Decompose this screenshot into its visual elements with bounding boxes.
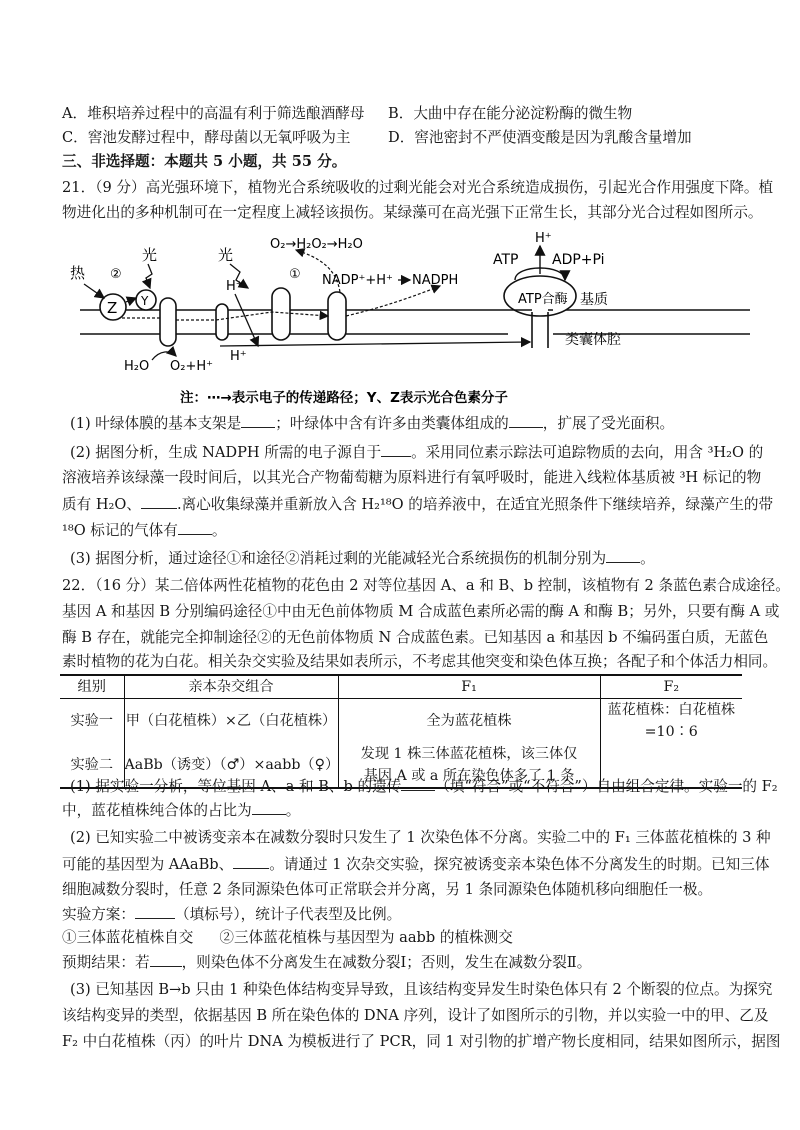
answer-blank[interactable]: [135, 904, 175, 919]
q22-p2-text-c: 。请通过 1 次杂交实验，探究被诱变亲本染色体不分离发生的时期。已知三体: [269, 856, 770, 873]
q21-p1-text-b: ；叶绿体中含有许多由类囊体组成的: [275, 415, 509, 432]
table-row: [60, 699, 742, 744]
cell: 蓝花植株：白花植株=10∶6: [600, 699, 742, 744]
diagram-note: 注：⋯→表示电子的传递路径；Y、Z表示光合色素分子: [180, 390, 508, 406]
option-b: B．大曲中存在能分泌淀粉酶的微生物: [388, 105, 633, 122]
light-label-2: 光: [218, 246, 234, 264]
q22-p1-text-b: （填“符合”或“不符合”）自由组合定律。实验一的 F₂: [435, 778, 778, 795]
answer-blank[interactable]: [606, 548, 640, 563]
lumen-label: 类囊体腔: [565, 332, 621, 348]
atp-label: ATP: [493, 252, 519, 268]
q21-p1-text-a: (1) 叶绿体膜的基本支架是: [70, 415, 242, 432]
section-title: 三、非选择题：本题共 5 小题，共 55 分。: [62, 153, 347, 170]
q22-p1-text-d: 。: [285, 802, 301, 819]
q22-intro-3: 酶 B 存在，就能完全抑制途径②的无色前体物质 N 合成蓝色素。已知基因 a 和基因 b 不编码蛋白质，无蓝色: [62, 629, 769, 646]
cell-line-2: 基因 A 或 a 所在染色体多了 1 条: [363, 768, 575, 784]
q22-p2-text-j: ，则染色体不分离发生在减数分裂Ⅰ；否则，发生在减数分裂Ⅱ。: [181, 954, 592, 971]
h-plus-label-2: H⁺: [230, 349, 247, 364]
y-label: Y: [141, 294, 149, 308]
q21-intro-1: 21．（9 分）高光强环境下，植物光合系统吸收的过剩光能会对光合系统造成损伤，引起光合作用强度下降。植: [62, 179, 774, 196]
q22-part3-line3: F₂ 中白花植株（丙）的叶片 DNA 为模板进行了 PCR，同 1 对引物的扩增产物长度相同，结果如图所示，据图: [62, 1033, 781, 1050]
q21-part2-line1: [70, 442, 763, 463]
h-plus-label-1: H⁺: [226, 279, 243, 294]
q22-part2-line3: 细胞减数分裂时，任意 2 条同源染色体可正常联会并分离，另 1 条同源染色体随机移向细胞任一极。: [62, 881, 713, 898]
q22-part2-line2: [62, 854, 769, 875]
header-cross: 亲本杂交组合: [124, 675, 338, 699]
answer-blank[interactable]: [381, 442, 411, 457]
q21-p2-text-g: 。: [211, 522, 227, 539]
header-group: 组别: [77, 679, 106, 695]
q21-p2-text-e: .离心收集绿藻并重新放入含 H₂¹⁸O 的培养液中，在适宜光照条件下继续培养，绿藻产生的带: [176, 496, 774, 513]
q21-part1: [70, 413, 674, 434]
q22-p1-text-c: 中，蓝花植株纯合体的占比为: [62, 802, 252, 819]
answer-blank[interactable]: [252, 800, 286, 815]
option-a: A．堆积培养过程中的高温有利于筛选酿酒酵母: [62, 105, 365, 122]
q21-p2-text-f: ¹⁸O 标记的气体有: [62, 522, 178, 539]
cell: 实验一: [70, 713, 114, 729]
q22-p2-text-b: 可能的基因型为 AAaBb、: [62, 856, 234, 873]
q22-intro-1: 22．（16 分）某二倍体两性花植物的花色由 2 对等位基因 A、a 和 B、b 控制，该植物有 2 条蓝色素合成途径。: [62, 577, 790, 594]
q22-part3-line1: (3) 已知基因 B→b 只由 1 种染色体结构变异导致，且该结构变异发生时染色体只有 2 个断裂的位点。为探究: [70, 981, 773, 998]
answer-blank[interactable]: [509, 413, 543, 428]
electron-carrier: [216, 304, 228, 340]
answer-blank[interactable]: [141, 494, 177, 509]
q22-part2-line1: (2) 已知实验二中被诱变亲本在减数分裂时只发生了 1 次染色体不分离。实验二中的 F₁ 三体蓝花植株的 3 种: [70, 829, 771, 846]
q21-p2-text-a: (2) 据图分析，生成 NADPH 所需的电子源自于: [70, 444, 382, 461]
q22-part1-line1: [70, 776, 778, 797]
cell: 全为蓝花植株: [338, 699, 600, 744]
q22-option-2: ②三体蓝花植株与基因型为 aabb 的植株测交: [219, 929, 513, 946]
q22-p2-text-i: 预期结果：若: [62, 954, 150, 971]
cytochrome-complex: [272, 288, 290, 340]
q22-part3-line2: 该结构变异的类型，依据基因 B 所在染色体的 DNA 序列，设计了如图所示的引物，并以实验一中的甲、乙及: [62, 1007, 769, 1024]
cell-line-1: 发现 1 株三体蓝花植株，该三体仅: [360, 746, 578, 762]
q22-part1-line2: [62, 800, 300, 821]
q21-intro-2: 物进化出的多种机制可在一定程度上减轻该损伤。某绿藻可在高光强下正常生长，其部分光合过程如图所示。: [62, 204, 763, 221]
q21-part3: [70, 548, 655, 569]
q21-part2-line4: [62, 520, 226, 541]
q21-p1-text-c: ，扩展了受光面积。: [542, 415, 675, 432]
photosystem-1: [328, 292, 346, 340]
photosynthesis-diagram: [60, 228, 750, 408]
o2-hplus-label: O₂+H⁺: [170, 359, 213, 374]
q21-part2-line2: 溶液培养该绿藻一段时间后，以其光合产物葡萄糖为原料进行有氧呼吸时，能进入线粒体基质被 ³H 标记的物: [62, 469, 762, 486]
q22-part2-line5: [62, 928, 513, 948]
q22-intro-2: 基因 A 和基因 B 分别编码途径①中由无色前体物质 M 合成蓝色素所必需的酶 A 和酶 B；另外，只要有酶 A 或: [62, 603, 780, 620]
o2-chain-label: O₂→H₂O₂→H₂O: [270, 237, 363, 252]
answer-blank[interactable]: [401, 776, 435, 791]
heat-label: 热: [70, 264, 86, 282]
q22-intro-4: 素时植物的花为白花。相关杂交实验及结果如表所示，不考虑其他突变和染色体互换；各配子和个体活力相同。: [62, 653, 778, 670]
q22-p1-text-a: (1) 据实验一分析，等位基因 A、a 和 B、b 的遗传: [70, 778, 402, 795]
h2o-label: H₂O: [124, 359, 150, 374]
adp-label: ADP+Pi: [552, 252, 605, 268]
cell: 实验二: [70, 757, 114, 773]
header-f1: F₁: [338, 675, 600, 699]
answer-blank[interactable]: [150, 952, 182, 967]
q21-p3-text-b: 。: [640, 550, 655, 567]
q21-p2-text-d: 质有 H₂O、: [62, 496, 141, 513]
q22-part2-line6: [62, 952, 591, 973]
q22-p2-text-e: 实验方案：: [62, 906, 135, 923]
option-d: D．窖池密封不严使酒变酸是因为乳酸含量增加: [388, 129, 692, 146]
q22-p2-text-f: （填标号），统计子代表型及比例。: [174, 906, 402, 923]
option-c: C．窖池发酵过程中，酵母菌以无氧呼吸为主: [62, 129, 351, 146]
q21-p2-text-b: 。采用同位素示踪法可追踪物质的去向，用含 ³H₂O 的: [411, 444, 764, 461]
route-1-label: ①: [289, 267, 301, 282]
q22-part2-line4: [62, 904, 401, 925]
answer-blank[interactable]: [233, 854, 269, 869]
q21-part2-line3: [62, 494, 773, 515]
stroma-label: 基质: [580, 292, 608, 308]
cell: AaBb（诱变）（♂）×aabb（♀）: [124, 743, 338, 788]
photosystem-2: [160, 298, 176, 346]
nadp-label: NADP⁺+H⁺: [322, 273, 393, 288]
answer-blank[interactable]: [178, 520, 212, 535]
h-plus-top: H⁺: [535, 231, 552, 246]
q21-p3-text-a: (3) 据图分析，通过途径①和途径②消耗过剩的光能减轻光合系统损伤的机制分别为: [70, 550, 607, 567]
atp-synthase-label: ATP合酶: [518, 292, 568, 307]
results-table: [60, 674, 742, 789]
q22-option-1: ①三体蓝花植株自交: [62, 929, 194, 946]
header-f2: F₂: [600, 675, 742, 699]
z-label: Z: [107, 299, 118, 317]
nadph-label: NADPH: [412, 273, 459, 288]
light-label-1: 光: [142, 246, 158, 264]
answer-blank[interactable]: [241, 413, 275, 428]
table-header-row: [60, 675, 742, 699]
cell: 甲（白花植株）×乙（白花植株）: [124, 699, 338, 744]
route-2-label: ②: [110, 267, 122, 282]
